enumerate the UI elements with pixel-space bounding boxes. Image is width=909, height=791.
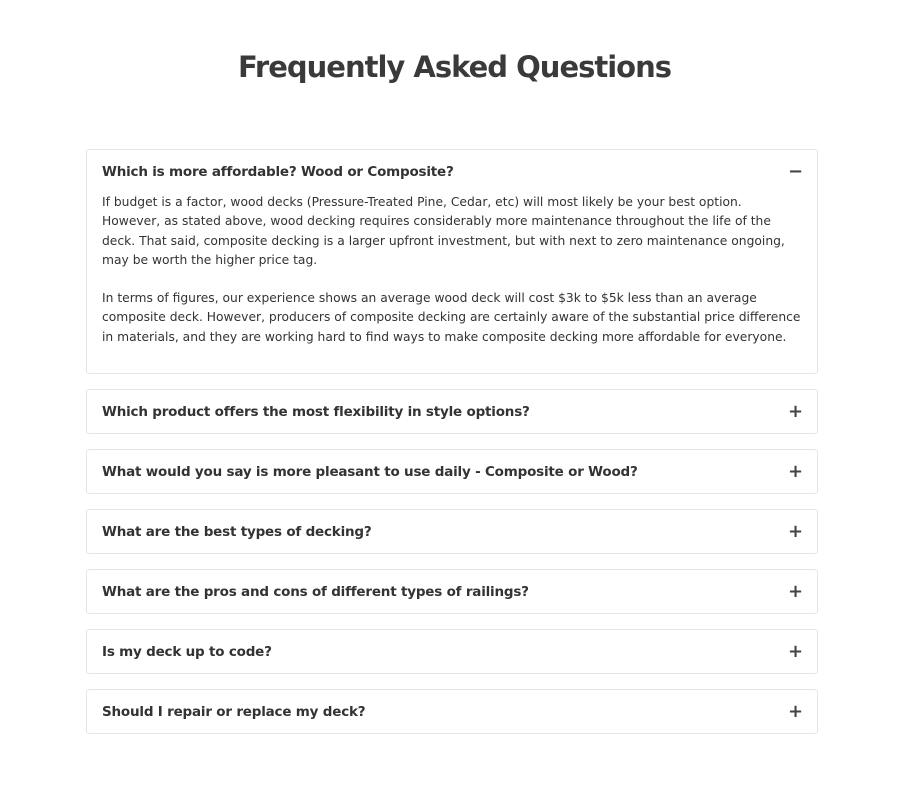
faq-question: Should I repair or replace my deck? xyxy=(102,703,366,720)
faq-item xyxy=(86,689,818,734)
faq-question-header[interactable] xyxy=(87,510,817,553)
faq-question: Which product offers the most flexibility in style options? xyxy=(102,403,530,420)
minus-icon[interactable]: − xyxy=(788,161,804,182)
faq-item xyxy=(86,569,818,614)
faq-question: What would you say is more pleasant to use daily - Composite or Wood? xyxy=(102,463,638,480)
faq-item xyxy=(86,389,818,434)
plus-icon[interactable]: + xyxy=(788,401,804,423)
plus-icon[interactable]: + xyxy=(788,701,804,723)
faq-question-header[interactable] xyxy=(87,630,817,673)
plus-icon[interactable]: + xyxy=(788,521,804,543)
faq-question: What are the best types of decking? xyxy=(102,523,372,540)
plus-icon[interactable]: + xyxy=(788,581,804,603)
page-title: Frequently Asked Questions xyxy=(237,50,672,84)
faq-question: Is my deck up to code? xyxy=(102,643,272,660)
plus-icon[interactable]: + xyxy=(788,461,804,483)
faq-answer xyxy=(87,193,817,373)
plus-icon[interactable]: + xyxy=(788,641,804,663)
faq-question-header[interactable] xyxy=(87,570,817,613)
faq-item xyxy=(86,629,818,674)
answer-paragraph: If budget is a factor, wood decks (Pressure-Treated Pine, Cedar, etc) will most likely be your best option. However, as stated above, wood decking requires considerably more maintenance throughout the life of the deck. That said, composite decking is a larger upfront investment, but with next to zero maintenance ongoing, may be worth the higher price tag. xyxy=(102,195,785,267)
faq-accordion xyxy=(86,149,818,749)
faq-item xyxy=(86,149,818,374)
faq-item xyxy=(86,509,818,554)
faq-question-header[interactable] xyxy=(87,390,817,433)
faq-question-header[interactable] xyxy=(87,690,817,733)
faq-question-header[interactable] xyxy=(87,450,817,493)
answer-paragraph: In terms of figures, our experience shows an average wood deck will cost $3k to $5k less than an average composite deck. However, producers of composite decking are certainly aware of the substantial price difference in materials, and they are working hard to find ways to make composite decking more affordable for everyone. xyxy=(102,291,801,344)
faq-question-header[interactable] xyxy=(87,150,817,193)
faq-item xyxy=(86,449,818,494)
faq-question: What are the pros and cons of different types of railings? xyxy=(102,583,529,600)
faq-question: Which is more affordable? Wood or Composite? xyxy=(102,163,454,180)
